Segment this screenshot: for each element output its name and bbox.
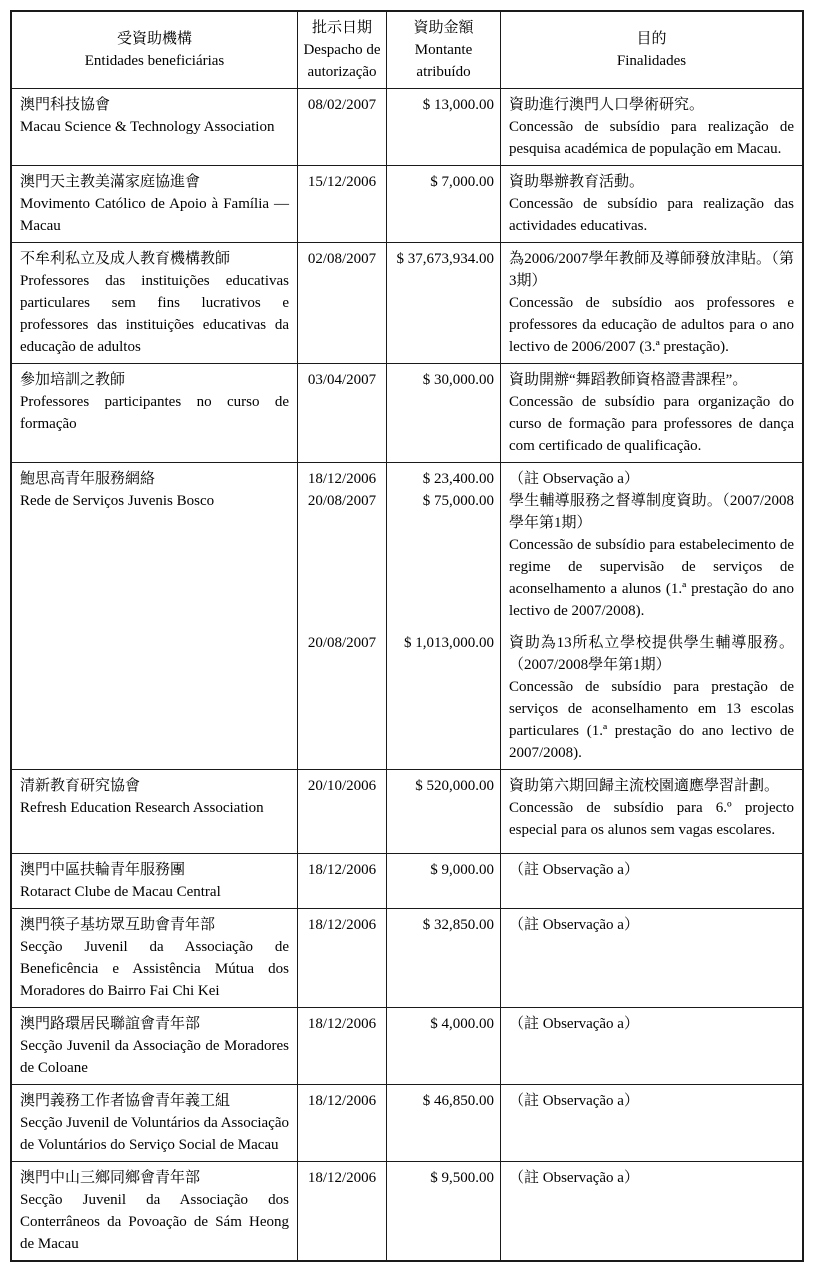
entity-cell [12, 909, 297, 1007]
entity-cell [12, 627, 297, 769]
authorization-date: 02/08/2007 [307, 251, 377, 267]
granted-amount: $ 520,000.00 [415, 778, 494, 794]
authorization-date: 08/02/2007 [307, 97, 377, 113]
purpose-cell [500, 89, 802, 165]
entity-name-zh: 澳門筷子基坊眾互助會青年部 [20, 917, 216, 933]
entity-name-pt: Macau Science & Technology Association [20, 119, 275, 135]
header-entities-pt: Entidades beneficiárias [84, 53, 225, 69]
purpose-line: 為2006/2007學年教師及導師發放津貼。（第3期） [509, 251, 794, 289]
granted-amount: $ 75,000.00 [422, 493, 494, 509]
purpose-cell [500, 166, 802, 242]
entity-name-pt: Professores participantes no curso de formação [20, 394, 289, 432]
purpose-cell [500, 909, 802, 1007]
amount-cell [386, 627, 500, 769]
header-date [297, 12, 386, 88]
header-entities-zh: 受資助機構 [116, 31, 192, 47]
authorization-date: 18/12/2006 [307, 471, 377, 487]
authorization-date: 20/08/2007 [307, 493, 377, 509]
header-amount [386, 12, 500, 88]
entity-name-pt: Secção Juvenil da Associação de Beneficência e Assistência Mútua dos Moradores do Bairro Fai Chi Kei [20, 939, 289, 999]
purpose-line: 資助舉辦教育活動。 [509, 174, 645, 190]
amount-cell [386, 854, 500, 908]
authorization-date: 18/12/2006 [307, 917, 377, 933]
table-row [12, 462, 802, 769]
entity-name-pt: Secção Juvenil de Voluntários da Associação de Voluntários do Serviço Social de Macau [20, 1115, 289, 1153]
purpose-line: Concessão de subsídio para realização das actividades educativas. [509, 196, 794, 234]
entity-name-pt: Movimento Católico de Apoio à Família — Macau [20, 196, 289, 234]
date-cell [297, 1085, 386, 1161]
header-amount-zh: 資助金額 [413, 20, 474, 36]
date-cell [297, 1008, 386, 1084]
granted-amount: $ 9,000.00 [430, 862, 494, 878]
entity-name-zh: 澳門中山三鄉同鄉會青年部 [20, 1170, 201, 1186]
entity-name-zh: 澳門天主教美滿家庭協進會 [20, 174, 201, 190]
header-date-zh: 批示日期 [311, 20, 372, 36]
granted-amount: $ 13,000.00 [422, 97, 494, 113]
purpose-cell [500, 854, 802, 908]
granted-amount: $ 37,673,934.00 [396, 251, 494, 267]
grants-table [10, 10, 804, 1262]
table-row [12, 1084, 802, 1161]
entity-name-zh: 澳門義務工作者協會青年義工組 [20, 1093, 231, 1109]
granted-amount: $ 9,500.00 [430, 1170, 494, 1186]
amount-cell [386, 89, 500, 165]
granted-amount: $ 4,000.00 [430, 1016, 494, 1032]
date-cell [297, 909, 386, 1007]
date-cell [297, 627, 386, 769]
purpose-cell [500, 364, 802, 462]
entity-cell [12, 854, 297, 908]
purpose-line: 資助開辦“舞蹈教師資格證書課程”。 [509, 372, 748, 388]
header-purpose-zh: 目的 [636, 31, 667, 47]
authorization-date: 18/12/2006 [307, 1093, 377, 1109]
purpose-note: （註 Observação a） [509, 1170, 639, 1186]
table-row [12, 908, 802, 1007]
purpose-cell [500, 1162, 802, 1260]
entity-name-pt: Refresh Education Research Association [20, 800, 264, 816]
granted-amount: $ 46,850.00 [422, 1093, 494, 1109]
entity-name-zh: 澳門中區扶輪青年服務團 [20, 862, 186, 878]
date-cell [297, 854, 386, 908]
entity-name-zh: 清新教育研究協會 [20, 778, 141, 794]
header-purpose [500, 12, 802, 88]
amount-cell [386, 463, 500, 627]
authorization-date: 18/12/2006 [307, 862, 377, 878]
header-date-pt: Despacho de autorização [303, 42, 381, 80]
authorization-date: 20/10/2006 [307, 778, 377, 794]
granted-amount: $ 1,013,000.00 [404, 635, 494, 651]
entity-name-pt: Rotaract Clube de Macau Central [20, 884, 221, 900]
table-row [12, 1161, 802, 1260]
table-row [12, 165, 802, 242]
purpose-cell [500, 463, 802, 627]
entity-name-zh: 參加培訓之教師 [20, 372, 126, 388]
amount-cell [386, 1162, 500, 1260]
purpose-cell [500, 243, 802, 363]
entity-name-zh: 不牟利私立及成人教育機構教師 [20, 251, 231, 267]
header-entities [12, 12, 297, 88]
entity-name-pt: Secção Juvenil da Associação dos Conterrâneos da Povoação de Sám Heong de Macau [20, 1192, 289, 1252]
purpose-note: （註 Observação a） [509, 917, 639, 933]
entity-cell [12, 463, 297, 627]
table-row [12, 242, 802, 363]
purpose-line: Concessão de subsídio para estabelecimento de regime de supervisão de serviços de aconselhamento a alunos (1.ª prestação do ano lectivo de 2007/2008). [509, 537, 794, 619]
table-row [12, 1007, 802, 1084]
entity-cell [12, 1085, 297, 1161]
purpose-note: （註 Observação a） [509, 471, 639, 487]
granted-amount: $ 23,400.00 [422, 471, 494, 487]
entity-cell [12, 166, 297, 242]
entity-name-zh: 澳門路環居民聯誼會青年部 [20, 1016, 201, 1032]
entity-cell [12, 1008, 297, 1084]
authorization-date: 18/12/2006 [307, 1170, 377, 1186]
amount-cell [386, 1085, 500, 1161]
date-cell [297, 89, 386, 165]
purpose-note: （註 Observação a） [509, 1016, 639, 1032]
purpose-cell [500, 627, 802, 769]
purpose-cell [500, 770, 802, 853]
amount-cell [386, 1008, 500, 1084]
date-cell [297, 243, 386, 363]
date-cell [297, 166, 386, 242]
authorization-date: 15/12/2006 [307, 174, 377, 190]
purpose-line: Concessão de subsídio para realização de pesquisa académica de população em Macau. [509, 119, 794, 157]
entity-cell [12, 89, 297, 165]
table-row [12, 769, 802, 853]
entity-name-zh: 鮑思高青年服務網絡 [20, 471, 156, 487]
purpose-line: 資助進行澳門人口學術研究。 [509, 97, 705, 113]
amount-cell [386, 909, 500, 1007]
entity-name-pt: Rede de Serviços Juvenis Bosco [20, 493, 215, 509]
amount-cell [386, 166, 500, 242]
purpose-line: 資助第六期回歸主流校園適應學習計劃。 [509, 778, 780, 794]
purpose-line: Concessão de subsídio para prestação de serviços de aconselhamento em 13 escolas particulares (1.ª prestação do ano lectivo de 2007/2008). [509, 679, 794, 761]
table-subrow [12, 627, 802, 769]
granted-amount: $ 7,000.00 [430, 174, 494, 190]
purpose-line: Concessão de subsídio aos professores e professores da educação de adultos para o ano lectivo de 2006/2007 (3.ª prestação). [509, 295, 794, 355]
purpose-cell [500, 1085, 802, 1161]
purpose-note: （註 Observação a） [509, 1093, 639, 1109]
header-amount-pt: Montante atribuído [414, 42, 473, 80]
authorization-date: 03/04/2007 [307, 372, 377, 388]
header-purpose-pt: Finalidades [616, 53, 687, 69]
granted-amount: $ 32,850.00 [422, 917, 494, 933]
entity-cell [12, 364, 297, 462]
header-row [12, 12, 802, 88]
date-cell [297, 770, 386, 853]
purpose-line: Concessão de subsídio para organização do curso de formação para professores de dança com certificado de qualificação. [509, 394, 794, 454]
purpose-line: 學生輔導服務之督導制度資助。（2007/2008學年第1期） [509, 493, 794, 531]
purpose-line: 資助為13所私立學校提供學生輔導服務。（2007/2008學年第1期） [509, 635, 794, 673]
entity-cell [12, 1162, 297, 1260]
entity-cell [12, 243, 297, 363]
amount-cell [386, 364, 500, 462]
entity-cell [12, 770, 297, 853]
amount-cell [386, 243, 500, 363]
date-cell [297, 1162, 386, 1260]
table-subrow [12, 463, 802, 627]
purpose-line: Concessão de subsídio para 6.º projecto especial para os alunos sem vagas escolares. [509, 800, 794, 838]
purpose-cell [500, 1008, 802, 1084]
authorization-date: 18/12/2006 [307, 1016, 377, 1032]
entity-name-zh: 澳門科技協會 [20, 97, 111, 113]
table-row [12, 88, 802, 165]
table-row [12, 853, 802, 908]
entity-name-pt: Professores das instituições educativas particulares sem fins lucrativos e professores das instituições educativas da educação de adultos [20, 273, 289, 355]
authorization-date: 20/08/2007 [307, 635, 377, 651]
amount-cell [386, 770, 500, 853]
purpose-note: （註 Observação a） [509, 862, 639, 878]
entity-name-pt: Secção Juvenil da Associação de Moradores de Coloane [20, 1038, 289, 1076]
date-cell [297, 364, 386, 462]
table-row [12, 363, 802, 462]
date-cell [297, 463, 386, 627]
granted-amount: $ 30,000.00 [422, 372, 494, 388]
